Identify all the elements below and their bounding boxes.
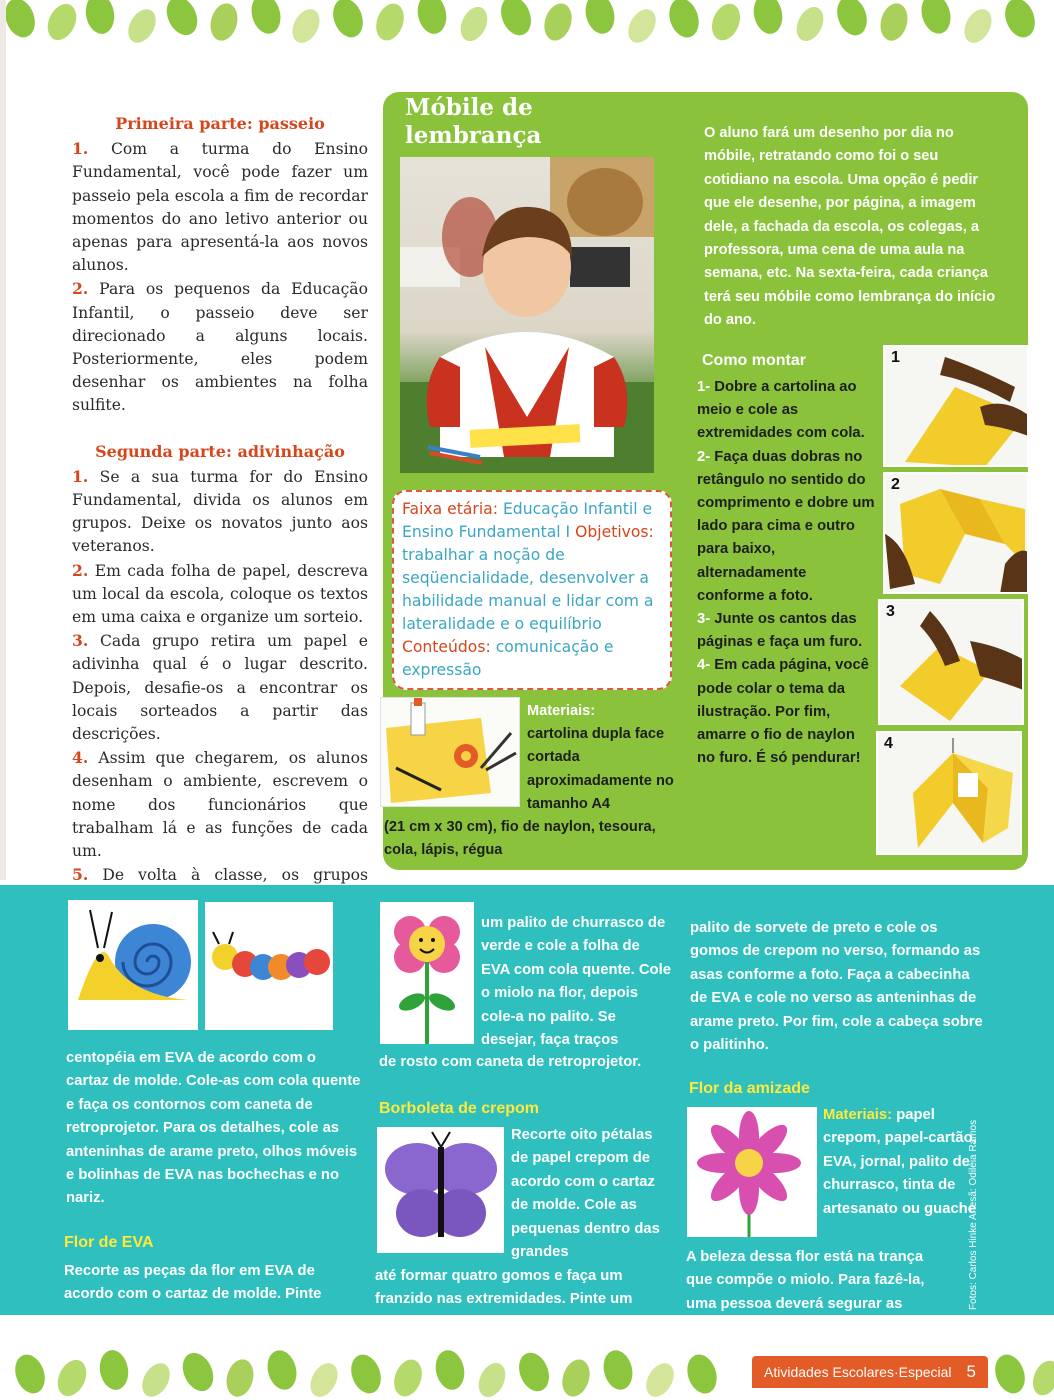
step-photo-2: 2 [883,472,1029,594]
page-number: 5 [966,1362,976,1381]
borboleta-title: Borboleta de crepom [379,1100,540,1117]
photo-credits: Fotos: Carlos Hinke Artesã: Odiléia Ramos [968,1119,979,1310]
amizade-materials: Materiais: papel crepom, papel-cartão, EVA, jornal, palito de churrasco, tinta de artesanato ou guache [823,1107,977,1217]
butterfly-text-side: Recorte oito pétalas de papel crepom de acordo com o cartaz de molde. Cole as pequenas dentro das grandes [511,1127,660,1261]
part2-item: 1. Se a sua turma for do Ensino Fundamental, divida os alunos em grupos. Deixe os novatos junto aos veteranos. [72,466,368,556]
part2-item: 5. De volta à classe, os grupos [72,865,368,885]
step-item: 1- Dobre a cartolina ao meio e cole as extremidades com cola. [697,379,865,442]
eva-flower-text-side: um palito de churrasco de verde e cole a folha de EVA com cola quente. Cole o miolo na flor, depois cole-a no palito. Se desejar, faça traços [481,915,671,1049]
assembly-steps [697,376,877,770]
butterfly-text-full: até formar quatro gomos e faça um franzido nas extremidades. Pinte um [375,1268,633,1308]
info-box: Faixa etária: Educação Infantil e Ensino Fundamental I Objetivos: trabalhar a noção de seqüencialidade, desenvolver a habilidade manual e lidar com a lateralidade e o equilíbrio Conteúdos: comunicação e expressão [392,490,672,690]
panel-title: Móbile de lembrança [405,94,542,149]
step-item: 2- Faça duas dobras no retângulo no sentido do comprimento e dobre um lado para cima e outro para baixo, alternadamente conforme a foto. [697,448,875,604]
child-drawing-photo [400,157,654,473]
panel-intro: O aluno fará um desenho por dia no móbile, retratando como foi o seu cotidiano na escola. Uma opção é pedir que ele desenhe, por página, a imagem dele, a fachada da escola, os colegas, a professora, uma cena de uma aula na semana, etc. Na sexta-feira, cada criança terá seu móbile como lembrança do início do ano. [704,125,996,329]
flor-eva-title: Flor de EVA [64,1234,154,1251]
centipede-text: centopéia em EVA de acordo com o cartaz de molde. Cole-as com cola quente e faça os contornos com caneta de retroprojetor. Para os detalhes, cole as anteninhas de arame preto, olhos móveis e bolinhas de EVA nas bochechas e no nariz. [66,1050,361,1207]
butterfly-text-cont: palito de sorvete de preto e cole os gomos de crepom no verso, formando as asas conforme a foto. Faça a cabecinha de EVA e cole no verso as anteninhas de arame preto. Por fim, cole a cabeça sobre o palitinho. [690,920,983,1054]
step-photo-1: 1 [883,345,1029,467]
materials-photo [380,697,520,807]
part1-item: 1. Com a turma do Ensino Fundamental, você pode fazer um passeio pela escola a fim de recordar momentos do ano letivo anterior ou apenas para apresentá-la aos novos alunos. [72,139,368,275]
materials-list-continued: (21 cm x 30 cm), fio de naylon, tesoura, cola, lápis, régua [384,819,656,859]
magazine-name: Atividades Escolares·Especial [764,1364,952,1380]
amizade-title: Flor da amizade [689,1080,810,1097]
page-edge-shadow [0,0,6,880]
eva-flower-photo [380,902,474,1044]
step-item: 4- Em cada página, você pode colar o tema da ilustração. Por fim, amarre o fio de naylon no furo. É só pendurar! [697,657,869,767]
part2-item: 3. Cada grupo retira um papel e adivinha qual é o lugar descrito. Depois, desafie-os a encontrar os locais sorteados a partir das descrições. [72,631,368,744]
part1-item: 2. Para os pequenos da Educação Infantil, o passeio deve ser direcionado a alguns locais. Posteriormente, eles podem desenhar os ambientes na folha sulfite. [72,279,368,415]
part2-title: Segunda parte: adivinhação [95,441,345,461]
eva-flower-text-full: de rosto com caneta de retroprojetor. [379,1054,642,1070]
butterfly-photo [377,1127,504,1253]
materials-list: Materiais: cartolina dupla face cortada aproximadamente no tamanho A4 [527,703,674,812]
footer-page-tab [752,1356,988,1388]
amizade-text: A beleza dessa flor está na trança que compõe o miolo. Para fazê-la, uma pessoa deverá segurar as [686,1249,925,1312]
part2-item: 4. Assim que chegarem, os alunos desenham o ambiente, escrevem o nome dos funcionários que trabalham lá e as funções de cada um. [72,748,369,861]
top-leaf-border [0,0,1054,58]
step-photo-4: 4 [876,731,1022,855]
part1-title: Primeira parte: passeio [115,114,325,133]
left-column [72,112,368,1004]
part2-item: 2. Em cada folha de papel, descreva um local da escola, coloque os textos em uma caixa e organize um sorteio. [72,560,368,627]
friendship-flower-photo [687,1107,817,1237]
step-item: 3- Junte os cantos das páginas e faça um furo. [697,611,863,651]
flor-eva-text: Recorte as peças da flor em EVA de acordo com o cartaz de molde. Pinte [64,1263,322,1303]
centipede-photo [205,902,333,1030]
como-montar-title: Como montar [702,352,806,369]
step-photo-3: 3 [878,599,1024,725]
snail-photo [68,900,198,1030]
